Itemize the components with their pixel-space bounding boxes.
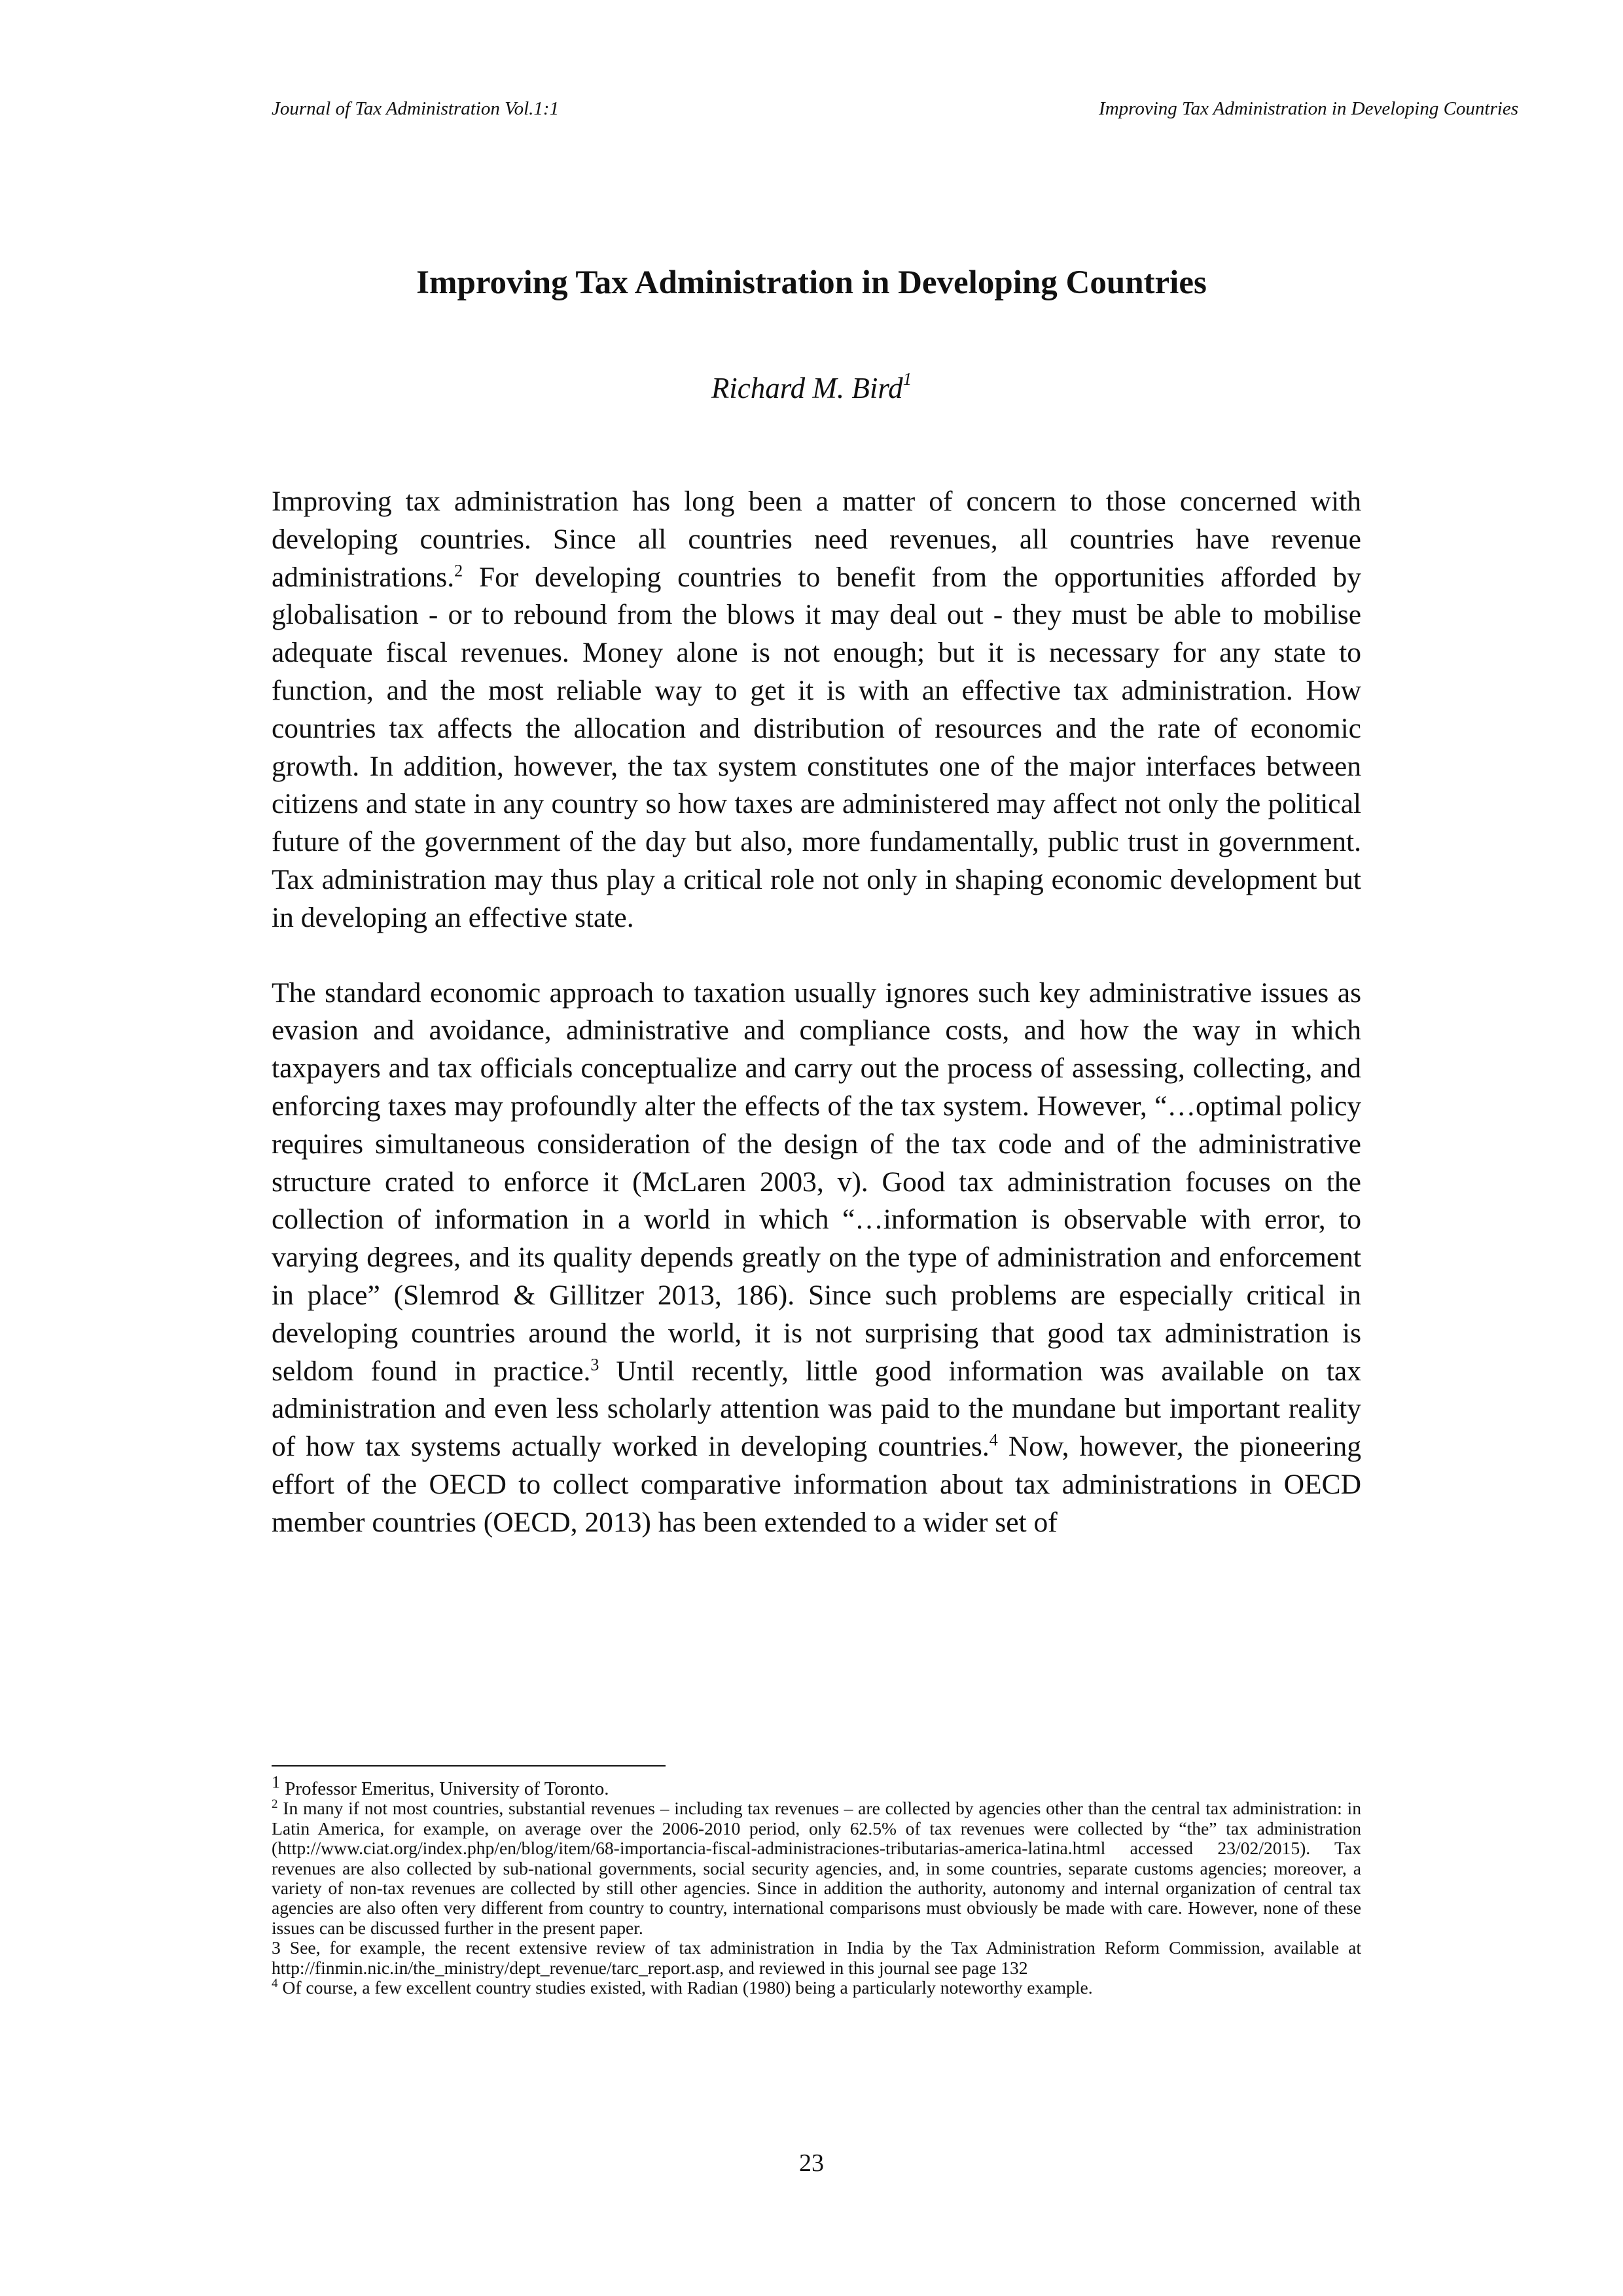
paragraph-2-text-b: Until recently, little good information was available on tax administration and even less scholarly attention was paid to the mundane but important reality of how tax systems actually worked in developing countries. bbox=[272, 1355, 1361, 1463]
footnote-ref-1[interactable]: 1 bbox=[902, 369, 912, 389]
footnote-2 bbox=[272, 1799, 1361, 1938]
footnote-mark: 2 bbox=[272, 1797, 278, 1812]
paragraph-1-text-a: Improving tax administration has long been a matter of concern to those concerned with developing countries. Since all countries need revenues, all countries have revenue administrations. bbox=[272, 486, 1361, 593]
article-title: Improving Tax Administration in Developing Countries bbox=[416, 264, 1207, 301]
footnote-divider bbox=[272, 1765, 666, 1767]
footnotes bbox=[272, 1772, 1361, 1998]
paragraph-2 bbox=[272, 975, 1361, 1542]
footnote-text: Of course, a few excellent country studies existed, with Radian (1980) being a particularly noteworthy example. bbox=[277, 1977, 1093, 1998]
footnote-1 bbox=[272, 1772, 1361, 1799]
footnote-ref-2[interactable]: 2 bbox=[454, 561, 463, 581]
footnote-mark: 4 bbox=[272, 1976, 278, 1990]
footnote-ref-4[interactable]: 4 bbox=[989, 1430, 998, 1450]
paragraph-2-text-a: The standard economic approach to taxation usually ignores such key administrative issues as evasion and avoidance, administrative and compliance costs, and how the way in which taxpayers and tax officials conceptualize and carry out the process of assessing, collecting, and enforcing taxes may profoundly alter the effects of the tax system. However, “…optimal policy requires simultaneous consideration of the design of the tax code and of the administrative structure crated to enforce it (McLaren 2003, v). Good tax administration focuses on the collection of information in a world in which “…information is observable with error, to varying degrees, and its quality depends greatly on the type of administration and enforcement in place” (Slemrod & Gillitzer 2013, 186). Since such problems are especially critical in developing countries around the world, it is not surprising that good tax administration is seldom found in practice. bbox=[272, 977, 1361, 1387]
journal-name: Journal of Tax Administration Vol.1:1 bbox=[272, 98, 560, 119]
running-title: Improving Tax Administration in Developing Countries bbox=[1099, 98, 1518, 119]
footnote-3 bbox=[272, 1938, 1361, 1978]
page-number: 23 bbox=[799, 2149, 824, 2177]
footnote-mark: 1 bbox=[272, 1772, 280, 1792]
footnote-text: In many if not most countries, substantial revenues – including tax revenues – are collected by agencies other than the central tax administration: in Latin America, for example, on average over the 2006-2010 period, only 62.5% of tax revenues were collected by “the” tax administration (http://www.ciat.org/index.php/en/blog/item/68-importancia-fiscal-administraciones-tributarias-america-latina.html accessed 23/02/2015). Tax revenues are also collected by sub-national governments, social security agencies, and, in some countries, separate customs agencies; moreover, a variety of non-tax revenues are collected by still other agencies. Since in addition the authority, autonomy and internal organization of central tax agencies are also often very different from country to country, international comparisons must obviously be made with care. However, none of these issues can be discussed further in the present paper. bbox=[272, 1798, 1361, 1938]
author-name: Richard M. Bird bbox=[711, 372, 903, 404]
footnote-text: 3 See, for example, the recent extensive review of tax administration in India by the Tax Administration Reform Commission, available at http://finmin.nic.in/the_ministry/dept_revenue/tarc_report.asp, and reviewed in this journal see page 132 bbox=[272, 1937, 1361, 1978]
paragraph-2-text-c: Now, however, the pioneering effort of the OECD to collect comparative information about tax administrations in OECD member countries (OECD, 2013) has been extended to a wider set of bbox=[272, 1431, 1361, 1538]
article-body bbox=[272, 483, 1361, 1579]
author-line bbox=[0, 371, 1623, 405]
paragraph-1-text-b: For developing countries to benefit from the opportunities afforded by globalisation - or to rebound from the blows it may deal out - they must be able to mobilise adequate fiscal revenues. Money alone is not enough; but it is necessary for any state to function, and the most reliable way to get it is with an effective tax administration. How countries tax affects the allocation and distribution of resources and the rate of economic growth. In addition, however, the tax system constitutes one of the major interfaces between citizens and state in any country so how taxes are administered may affect not only the political future of the government of the day but also, more fundamentally, public trust in government. Tax administration may thus play a critical role not only in shaping economic development but in developing an effective state. bbox=[272, 561, 1361, 933]
footnote-4 bbox=[272, 1978, 1361, 1998]
footnote-ref-3[interactable]: 3 bbox=[590, 1355, 599, 1374]
footnote-text: Professor Emeritus, University of Toronto. bbox=[280, 1778, 609, 1799]
paragraph-1 bbox=[272, 483, 1361, 937]
